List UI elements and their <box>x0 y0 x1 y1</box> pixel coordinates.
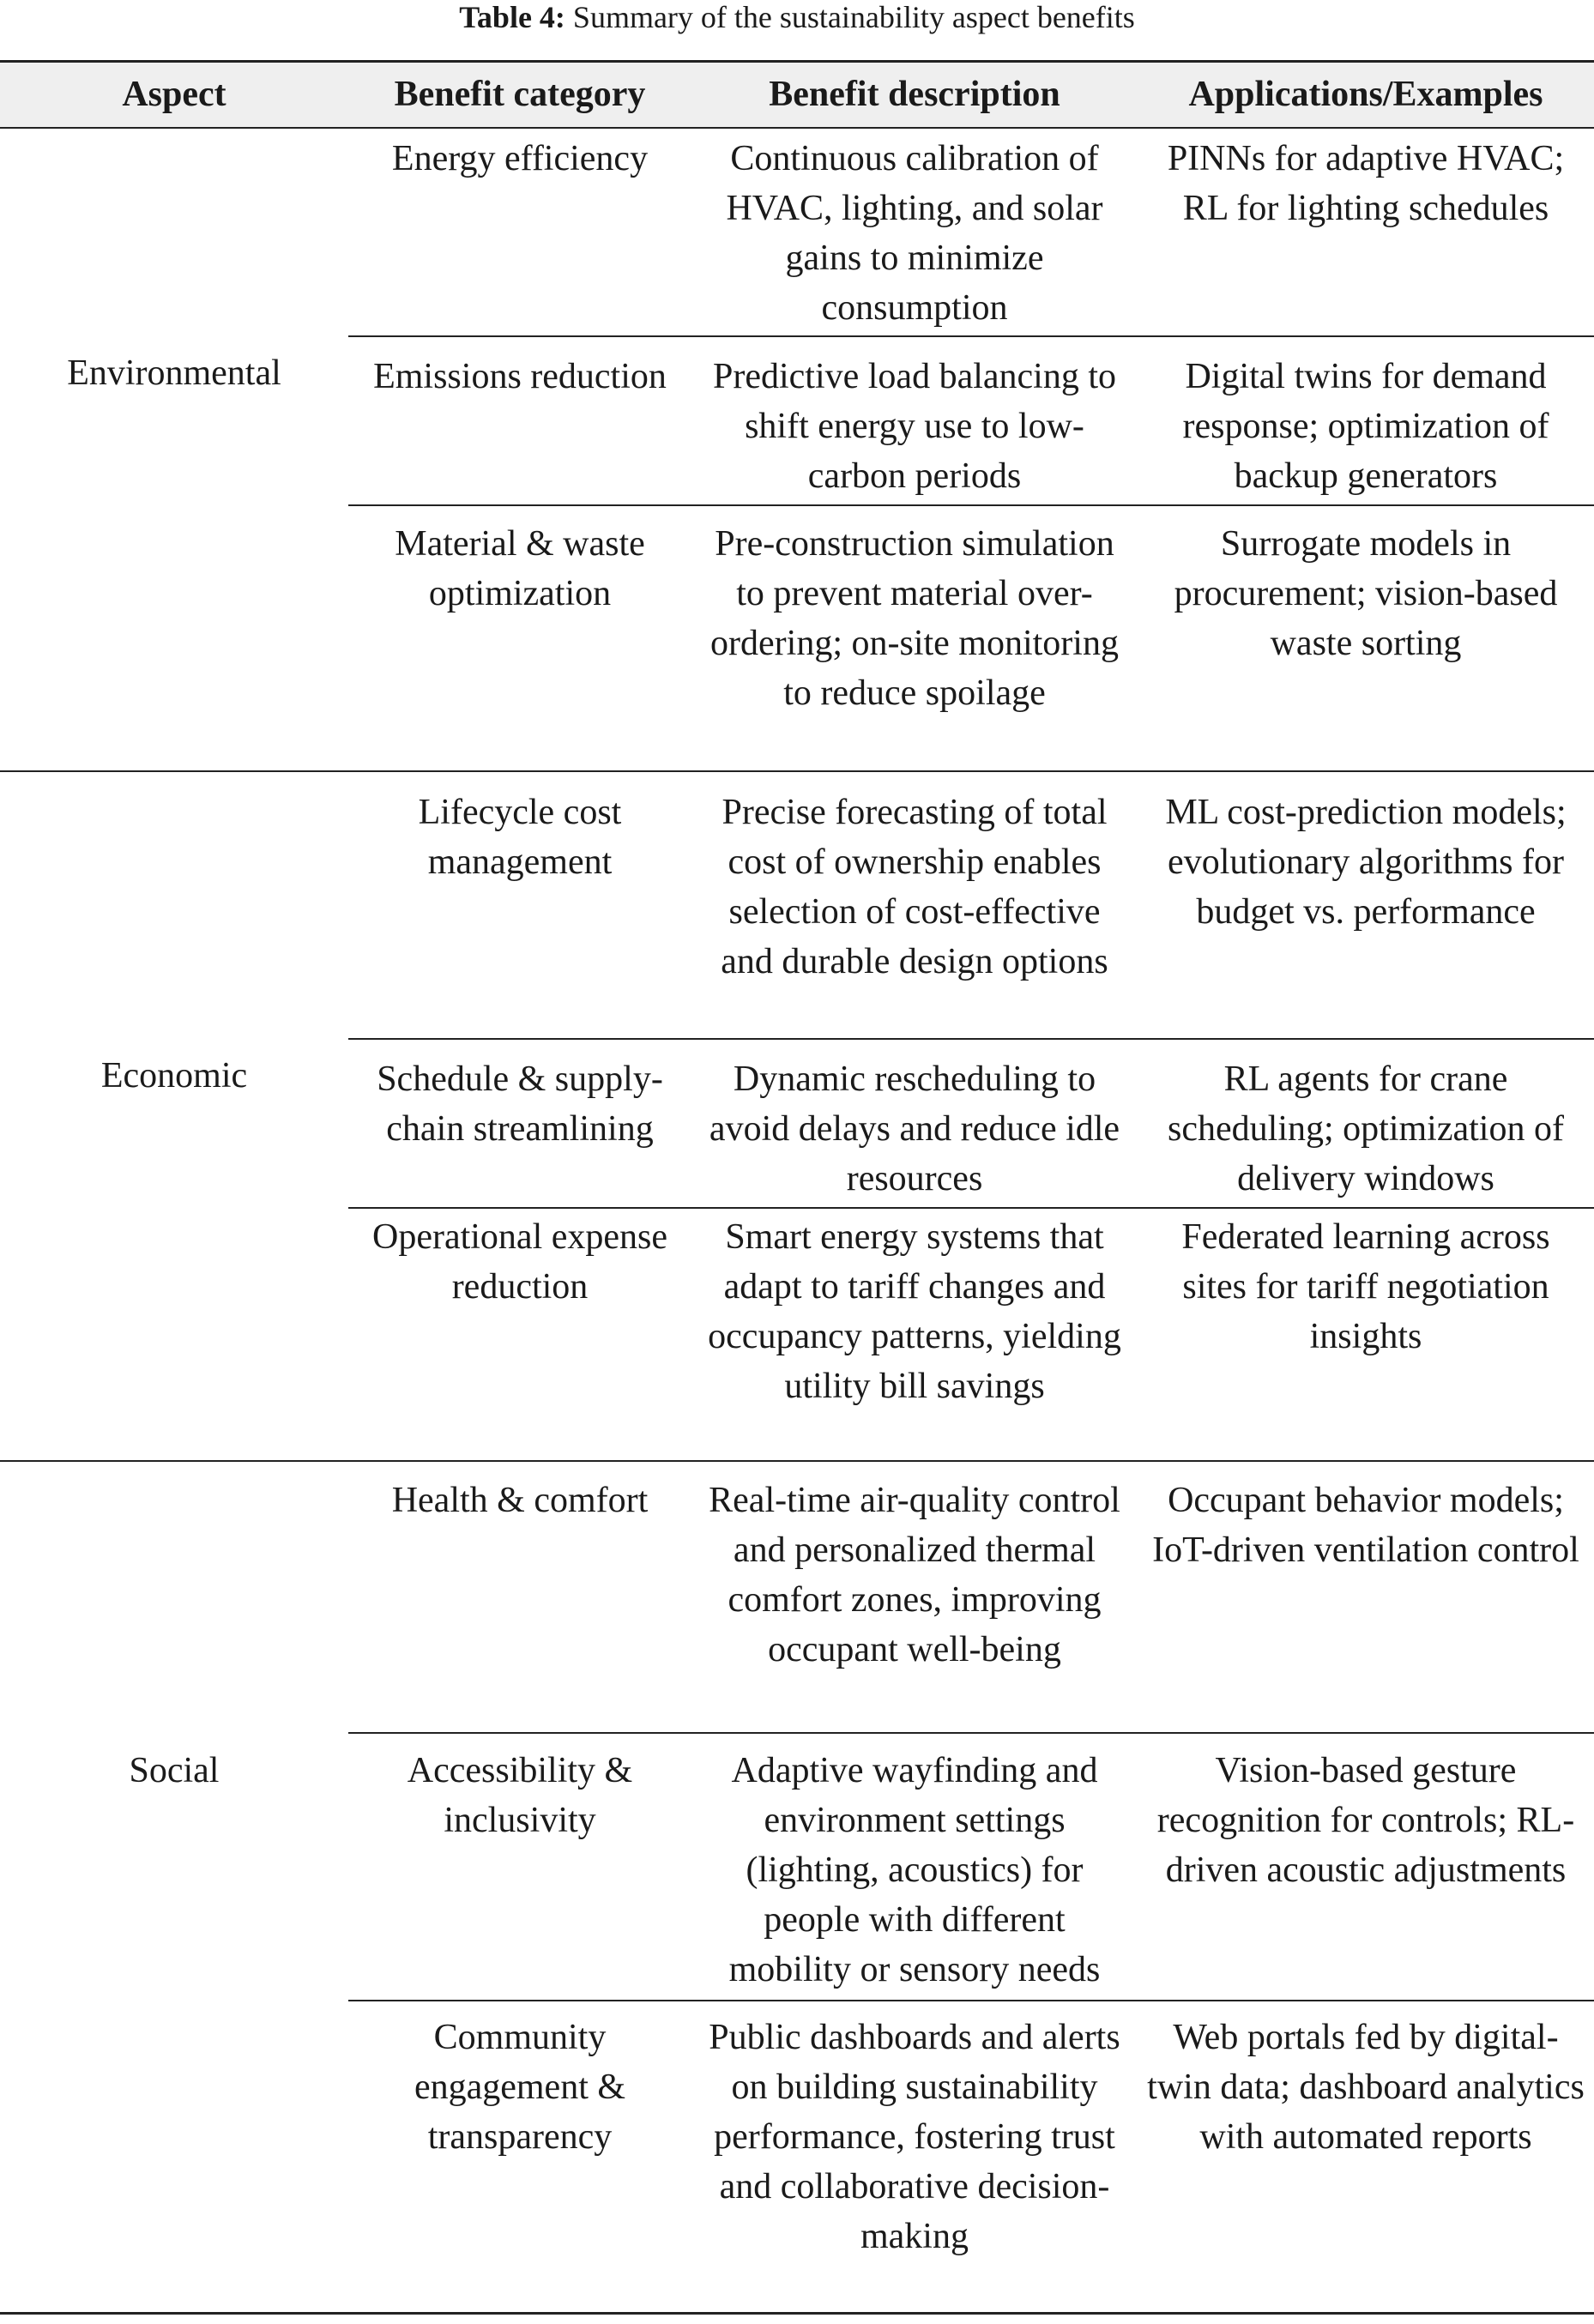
examples-material-waste: Surrogate models in procurement; vision-based waste sorting <box>1174 524 1558 663</box>
table-title: Summary of the sustainability aspect benefits <box>572 0 1135 34</box>
header-benefit-category: Benefit category <box>394 75 646 114</box>
row-divider <box>348 1038 1594 1040</box>
row-divider <box>348 1207 1594 1209</box>
category-lifecycle-cost: Lifecycle cost management <box>418 793 622 882</box>
examples-energy-efficiency: PINNs for adaptive HVAC; RL for lighting schedules <box>1167 139 1565 228</box>
description-material-waste: Pre-construction simulation to prevent material over-ordering; on-site monitoring to reduce spoilage <box>710 524 1119 713</box>
category-accessibility: Accessibility & inclusivity <box>407 1751 633 1840</box>
table-label: Table 4: <box>459 0 565 34</box>
examples-health-comfort: Occupant behavior models; IoT-driven ventilation control <box>1152 1481 1579 1570</box>
header-rule <box>0 127 1594 129</box>
examples-accessibility: Vision-based gesture recognition for controls; RL-driven acoustic adjustments <box>1156 1751 1575 1890</box>
row-divider <box>348 2000 1594 2001</box>
description-health-comfort: Real-time air-quality control and personalized thermal comfort zones, improving occupant well-being <box>709 1481 1120 1669</box>
description-lifecycle-cost: Precise forecasting of total cost of ownership enables selection of cost-effective and durable design options <box>721 793 1108 981</box>
aspect-social: Social <box>129 1751 220 1790</box>
section-divider <box>0 770 1594 772</box>
examples-community-engagement: Web portals fed by digital-twin data; dashboard analytics with automated reports <box>1147 2018 1585 2157</box>
header-aspect: Aspect <box>122 75 226 114</box>
description-operational-expense: Smart energy systems that adapt to tariff changes and occupancy patterns, yielding utility bill savings <box>708 1217 1121 1406</box>
examples-operational-expense: Federated learning across sites for tariff negotiation insights <box>1181 1217 1550 1356</box>
bottom-rule <box>0 2312 1594 2315</box>
category-community-engagement: Community engagement & transparency <box>414 2018 626 2157</box>
category-schedule-supply-chain: Schedule & supply-chain streamlining <box>377 1059 663 1149</box>
examples-lifecycle-cost: ML cost-prediction models; evolutionary algorithms for budget vs. performance <box>1165 793 1567 932</box>
header-benefit-description: Benefit description <box>769 75 1060 114</box>
row-divider <box>348 1732 1594 1734</box>
table-caption <box>0 0 1594 34</box>
examples-schedule-supply-chain: RL agents for crane scheduling; optimization of delivery windows <box>1168 1059 1564 1198</box>
description-energy-efficiency: Continuous calibration of HVAC, lighting, and solar gains to minimize consumption <box>726 139 1103 328</box>
aspect-environmental: Environmental <box>67 353 281 393</box>
section-divider <box>0 1460 1594 1462</box>
row-divider <box>348 504 1594 506</box>
description-schedule-supply-chain: Dynamic rescheduling to avoid delays and reduce idle resources <box>709 1059 1120 1198</box>
header-applications-examples: Applications/Examples <box>1188 75 1543 114</box>
row-divider <box>348 335 1594 337</box>
category-emissions-reduction: Emissions reduction <box>373 357 667 396</box>
category-material-waste: Material & waste optimization <box>395 524 645 613</box>
category-energy-efficiency: Energy efficiency <box>391 139 649 178</box>
category-health-comfort: Health & comfort <box>391 1481 649 1520</box>
examples-emissions-reduction: Digital twins for demand response; optimization of backup generators <box>1182 357 1549 496</box>
description-emissions-reduction: Predictive load balancing to shift energy use to low-carbon periods <box>712 357 1117 496</box>
description-community-engagement: Public dashboards and alerts on building sustainability performance, fostering trust and collaborative decision-making <box>709 2018 1120 2256</box>
category-operational-expense: Operational expense reduction <box>371 1217 668 1307</box>
description-accessibility: Adaptive wayfinding and environment settings (lighting, acoustics) for people with different mobility or sensory needs <box>728 1751 1101 1989</box>
aspect-economic: Economic <box>100 1056 248 1096</box>
